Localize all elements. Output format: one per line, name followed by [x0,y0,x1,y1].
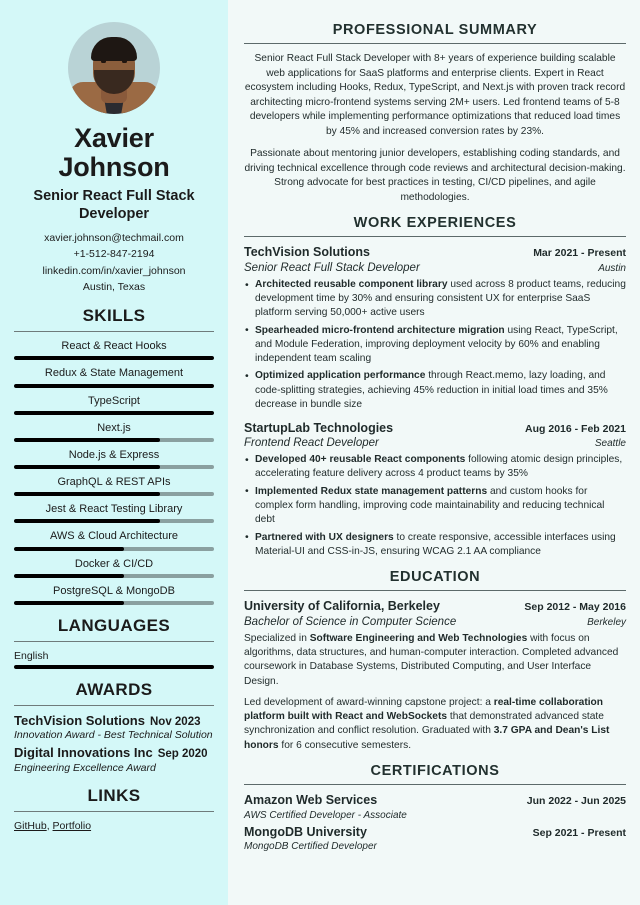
skill-label: AWS & Cloud Architecture [50,530,178,543]
experience-list [244,245,626,558]
contact-location: Austin, Texas [82,280,146,293]
link-separator: , [46,819,53,832]
certifications-section-title: CERTIFICATIONS [370,762,500,779]
award-description: Innovation Award - Best Technical Solution [14,729,213,742]
links-divider [14,811,214,812]
experience-organization: StartupLab Technologies [244,420,394,435]
experience-role: Frontend React Developer [244,437,379,450]
education-entry-subheader [244,615,626,630]
certification-description: MongoDB Certified Developer [244,841,377,853]
skill-bar-track [14,574,214,578]
education-location: Berkeley [587,616,626,628]
bullet-highlight: Architected reusable component library [255,279,448,290]
awards-section-title: AWARDS [75,680,153,700]
skill-bar-track [14,384,214,388]
awards-divider [14,705,214,706]
education-organization: University of California, Berkeley [244,599,440,614]
skills-section-title: SKILLS [82,306,146,326]
sidebar [0,0,228,905]
skill-label: Docker & CI/CD [74,557,154,570]
education-highlight: Software Engineering and Web Technologies [309,632,528,644]
experience-entry-header [244,245,626,261]
skills-divider [14,331,214,332]
award-header [14,714,214,729]
links-list [14,820,214,832]
experience-date: Aug 2016 - Feb 2021 [525,422,626,435]
experience-bullet: • Partnered with UX designers to create responsive, accessible interfaces using Material-UI and CSS-in-JS, ensuring WCAG 2.1 AA compliance [244,531,626,559]
experience-entry-subheader [244,436,626,451]
skill-item [14,422,214,442]
candidate-name [14,124,214,182]
certification-header [244,825,626,841]
skill-bar-fill [14,547,124,551]
summary-section-title: PROFESSIONAL SUMMARY [332,22,538,38]
language-bar-track [14,665,214,669]
skill-item [14,530,214,550]
link-github[interactable]: GitHub [14,819,47,832]
skill-item [14,449,214,469]
skill-bar-fill [14,574,124,578]
education-entry [244,599,626,753]
last-name: Johnson [58,152,170,183]
experience-entry-subheader [244,261,626,276]
experience-divider [244,236,626,237]
skill-bar-fill [14,438,160,442]
bullet-highlight: Developed 40+ reusable React components [255,454,466,466]
languages-divider [14,641,214,642]
award-item [14,746,214,774]
education-paragraph: Led development of award-winning capstone project: a real-time collaboration platform built with React and WebSockets that demonstrated advanced state synchronization and conflict resolution. Graduated with 3.7 GPA and Dean's List honors for 6 consecutive semesters. [244,696,610,751]
skill-bar-track [14,492,214,496]
first-name: Xavier [74,123,154,153]
education-date: Sep 2012 - May 2016 [524,601,626,614]
bullet-highlight: Partnered with UX designers [255,531,394,543]
skill-bar-track [14,601,214,605]
education-highlight: real-time collaboration platform built with React and WebSockets [244,696,604,723]
skill-label: GraphQL & REST APIs [57,476,171,489]
experience-entry-header [244,421,626,437]
candidate-headline: Senior React Full Stack Developer [33,188,195,222]
skill-label: Jest & React Testing Library [45,503,183,516]
education-list [244,599,626,753]
languages-section-title: LANGUAGES [57,616,171,636]
skill-bar-fill [14,384,214,388]
experience-bullet: • Developed 40+ reusable React components following atomic design principles, accelerating feature delivery across 4 product teams by 35% [244,453,626,481]
main-column [228,0,640,905]
experience-entry [244,245,626,411]
bullet-highlight: Implemented Redux state management patterns [255,485,488,497]
education-section [244,569,626,753]
certifications-divider [244,784,626,785]
contact-phone[interactable]: +1-512-847-2194 [73,248,155,261]
skill-label: Redux & State Management [44,367,184,380]
work-experience-section [244,215,626,559]
awards-list [14,714,214,775]
certification-date: Jun 2022 - Jun 2025 [526,795,626,808]
skill-bar-track [14,547,214,551]
experience-location: Seattle [594,438,626,450]
languages-list [14,650,214,669]
certification-date: Sep 2021 - Present [532,826,626,839]
experience-location: Austin [598,263,626,275]
summary-divider [244,43,626,44]
skill-label: TypeScript [88,394,140,407]
award-date: Nov 2023 [149,716,201,729]
education-paragraph: Specialized in Software Engineering and Web Technologies with focus on algorithms, data structures, and human-computer interaction. Completed advanced coursework in Database Systems, Distributed Computing, and User Interface Design. [244,632,619,687]
experience-date: Mar 2021 - Present [533,247,626,260]
award-date: Sep 2020 [157,748,208,761]
links-section-title: LINKS [87,785,141,805]
skill-bar-track [14,519,214,523]
award-organization: TechVision Solutions [14,713,145,729]
experience-bullet: • Optimized application performance through React.memo, lazy loading, and code-splitting strategies, achieving 45% reduction in initial load times and 35% decrease in bundle size [244,369,626,411]
award-header [14,746,214,761]
summary-paragraph-1: Senior React Full Stack Developer with 8+ years of experience building scalable web applications for SaaS platforms and enterprise clients. Expert in React ecosystem including Hooks, Redux, TypeScript, and Next.js with proven track record architecting micro-frontend systems serving 2M+ users. Led frontend teams of 5-8 developers while implementing performance optimizations that reduced load times by 45% and increased conversion rates by 23%. [244,53,626,137]
skill-bar-fill [14,519,160,523]
experience-section-title: WORK EXPERIENCES [353,215,517,232]
bullet-highlight: Spearheaded micro-frontend architecture migration [255,324,505,336]
skill-label: PostgreSQL & MongoDB [53,584,175,597]
language-item [14,650,214,669]
profile-photo-wrapper [14,22,214,114]
education-entry-header [244,599,626,615]
award-description: Engineering Excellence Award [14,761,156,774]
skill-item [14,395,214,415]
skill-item [14,585,214,605]
skill-bar-fill [14,465,160,469]
experience-role: Senior React Full Stack Developer [244,262,420,275]
education-divider [244,590,626,591]
skill-item [14,340,214,360]
certification-description: AWS Certified Developer - Associate [244,809,407,821]
skill-bar-fill [14,601,124,605]
certification-entry [244,825,626,854]
photo-eye-right [122,60,127,63]
skill-bar-track [14,356,214,360]
skill-bar-fill [14,492,160,496]
experience-organization: TechVision Solutions [244,245,370,260]
contact-email[interactable]: xavier.johnson@techmail.com [44,232,184,245]
education-degree: Bachelor of Science in Computer Science [244,615,457,628]
experience-entry [244,421,626,559]
profile-photo [68,22,160,114]
certification-entry [244,793,626,822]
skill-label: Next.js [97,421,131,434]
photo-hair [91,37,137,61]
skill-item [14,476,214,496]
skill-item [14,367,214,387]
language-label: English [14,650,49,663]
certification-organization: MongoDB University [244,824,367,839]
experience-bullet: • Spearheaded micro-frontend architecture migration using React, TypeScript, and Module Federation, improving deployment velocity by 60% and enabling independent team scaling [244,324,626,366]
certification-header [244,793,626,809]
education-section-title: EDUCATION [389,568,481,585]
skill-bar-fill [14,411,214,415]
experience-bullets [244,278,626,412]
contact-linkedin[interactable]: linkedin.com/in/xavier_johnson [42,264,186,277]
skill-bar-track [14,411,214,415]
skill-bar-fill [14,356,214,360]
award-organization: Digital Innovations Inc [14,745,153,761]
skill-item [14,558,214,578]
experience-bullets [244,453,626,559]
skill-bar-track [14,465,214,469]
skill-label: Node.js & Express [68,448,160,461]
language-bar-fill [14,665,214,669]
experience-bullet: • Architected reusable component library used across 8 product teams, reducing development time by 30% and ensuring consistent UX for enterprise SaaS platform serving 50,000+ active users [244,278,626,320]
summary-paragraph-2: Passionate about mentoring junior developers, establishing coding standards, and driving technical excellence through code reviews and architectural decision-making. Strong advocate for best practices in testing, CI/CD pipelines, and agile methodologies. [244,148,626,203]
professional-summary-section [244,22,626,205]
skills-list [14,340,214,605]
certifications-list [244,793,626,853]
experience-bullet: • Implemented Redux state management patterns and custom hooks for complex form handling, improving code maintainability and reducing technical debt [244,485,626,527]
bullet-highlight: Optimized application performance [255,370,426,382]
award-item [14,714,214,742]
education-highlight: 3.7 GPA and Dean's List honors [244,725,610,751]
skill-bar-track [14,438,214,442]
certification-organization: Amazon Web Services [244,793,378,808]
photo-eye-left [101,60,106,63]
link-portfolio[interactable]: Portfolio [52,819,92,832]
skill-item [14,503,214,523]
certifications-section [244,763,626,854]
skill-label: React & React Hooks [61,340,167,353]
